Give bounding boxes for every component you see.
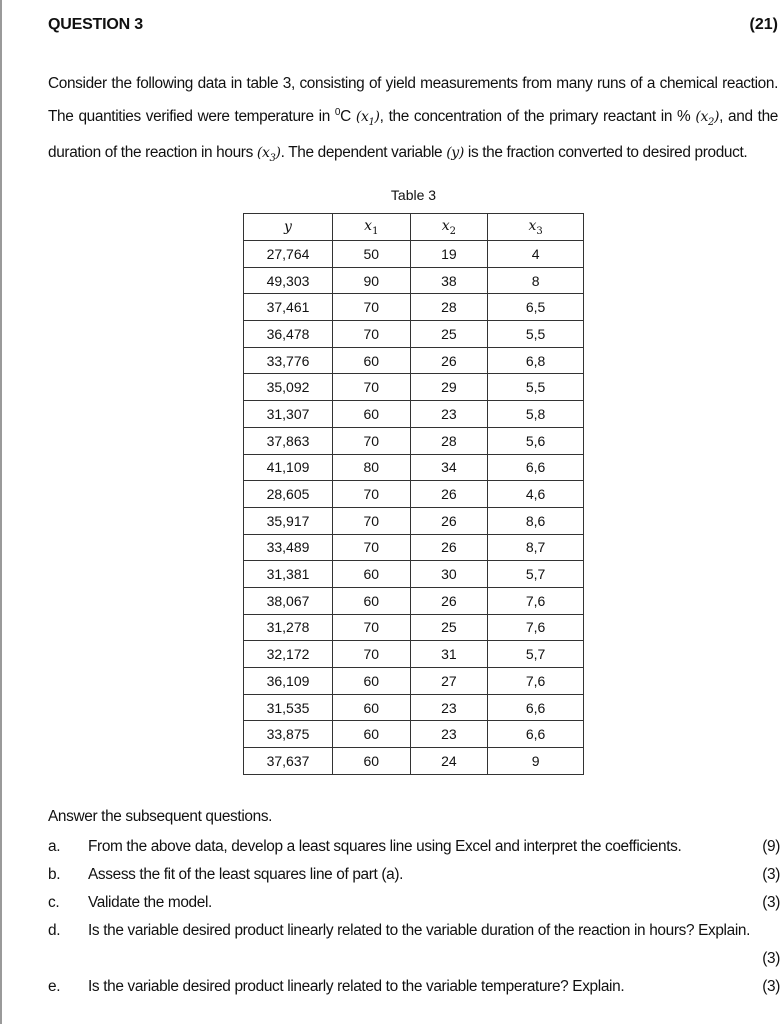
header-x2: $x_2$ bbox=[410, 214, 488, 241]
sub-question-text: Is the variable desired product linearly related to the variable duration of the reaction in hours? Explain. bbox=[88, 922, 751, 939]
sub-question-text: Validate the model. bbox=[88, 894, 212, 911]
cell-x1: 60 bbox=[333, 561, 411, 588]
question-intro: Consider the following data in table 3, consisting of yield measurements from many runs of a chemical reaction. The quantities verified were temperature in $^0$C $(x_1)$, the concentration of the primary reactant in % $(x_2)$, and the duration of the reaction in hours $(x_3)$. The dependent variable (y) is the fraction converted to desired product. bbox=[48, 75, 778, 164]
cell-x2: 34 bbox=[410, 454, 488, 481]
answers-lead: Answer the subsequent questions. bbox=[48, 808, 273, 825]
cell-x1: 60 bbox=[333, 347, 411, 374]
data-table bbox=[243, 213, 584, 775]
table-row bbox=[244, 427, 584, 454]
cell-x2: 28 bbox=[410, 427, 488, 454]
sub-question-c bbox=[48, 889, 780, 917]
cell-x3: 5,5 bbox=[488, 321, 584, 348]
cell-x3: 5,8 bbox=[488, 401, 584, 428]
cell-y: 49,303 bbox=[244, 267, 333, 294]
cell-x1: 70 bbox=[333, 614, 411, 641]
cell-x1: 60 bbox=[333, 694, 411, 721]
cell-y: 33,875 bbox=[244, 721, 333, 748]
table-row bbox=[244, 534, 584, 561]
cell-x3: 5,7 bbox=[488, 561, 584, 588]
cell-y: 35,092 bbox=[244, 374, 333, 401]
cell-y: 33,776 bbox=[244, 347, 333, 374]
cell-y: 32,172 bbox=[244, 641, 333, 668]
cell-y: 37,461 bbox=[244, 294, 333, 321]
table-row bbox=[244, 694, 584, 721]
sub-question-marks: (3) bbox=[762, 950, 780, 967]
cell-x3: 6,6 bbox=[488, 454, 584, 481]
cell-x3: 9 bbox=[488, 748, 584, 775]
cell-x1: 60 bbox=[333, 721, 411, 748]
cell-x1: 60 bbox=[333, 401, 411, 428]
table-row bbox=[244, 587, 584, 614]
sub-question-marks: (3) bbox=[762, 978, 780, 995]
table-row bbox=[244, 347, 584, 374]
cell-x3: 4,6 bbox=[488, 481, 584, 508]
cell-x2: 19 bbox=[410, 241, 488, 268]
question-total-marks: (21) bbox=[749, 16, 778, 33]
table-row bbox=[244, 401, 584, 428]
table-row bbox=[244, 614, 584, 641]
table-row bbox=[244, 454, 584, 481]
cell-x3: 6,6 bbox=[488, 721, 584, 748]
cell-y: 36,478 bbox=[244, 321, 333, 348]
sub-question-d bbox=[48, 917, 780, 973]
table-row bbox=[244, 721, 584, 748]
cell-x2: 23 bbox=[410, 694, 488, 721]
cell-x2: 26 bbox=[410, 481, 488, 508]
cell-x3: 6,6 bbox=[488, 694, 584, 721]
table-row bbox=[244, 481, 584, 508]
table-row bbox=[244, 321, 584, 348]
cell-x2: 31 bbox=[410, 641, 488, 668]
sub-question-e bbox=[48, 973, 780, 1001]
cell-x2: 23 bbox=[410, 401, 488, 428]
cell-x3: 7,6 bbox=[488, 668, 584, 695]
header-y: y bbox=[244, 214, 333, 241]
cell-x3: 8,7 bbox=[488, 534, 584, 561]
table-row bbox=[244, 748, 584, 775]
cell-x1: 80 bbox=[333, 454, 411, 481]
cell-y: 37,863 bbox=[244, 427, 333, 454]
sub-question-b bbox=[48, 861, 780, 889]
cell-x1: 70 bbox=[333, 374, 411, 401]
cell-x3: 5,5 bbox=[488, 374, 584, 401]
table-row bbox=[244, 561, 584, 588]
cell-x2: 38 bbox=[410, 267, 488, 294]
cell-x3: 5,6 bbox=[488, 427, 584, 454]
cell-x1: 70 bbox=[333, 294, 411, 321]
cell-x2: 30 bbox=[410, 561, 488, 588]
cell-x1: 70 bbox=[333, 321, 411, 348]
table-row bbox=[244, 374, 584, 401]
cell-x2: 25 bbox=[410, 321, 488, 348]
cell-x1: 50 bbox=[333, 241, 411, 268]
cell-x2: 24 bbox=[410, 748, 488, 775]
table-caption: Table 3 bbox=[390, 187, 437, 203]
cell-y: 31,278 bbox=[244, 614, 333, 641]
cell-x1: 70 bbox=[333, 507, 411, 534]
header-x3: $x_3$ bbox=[488, 214, 584, 241]
sub-question-marks: (9) bbox=[762, 838, 780, 855]
cell-y: 33,489 bbox=[244, 534, 333, 561]
sub-question-letter: e. bbox=[48, 978, 61, 995]
sub-question-text: Assess the fit of the least squares line of part (a). bbox=[88, 866, 404, 883]
table-row bbox=[244, 668, 584, 695]
cell-x2: 28 bbox=[410, 294, 488, 321]
sub-question-list bbox=[48, 833, 780, 1001]
cell-x2: 23 bbox=[410, 721, 488, 748]
table-row bbox=[244, 267, 584, 294]
cell-x3: 4 bbox=[488, 241, 584, 268]
cell-y: 41,109 bbox=[244, 454, 333, 481]
cell-x1: 60 bbox=[333, 668, 411, 695]
cell-x2: 26 bbox=[410, 507, 488, 534]
sub-question-marks: (3) bbox=[762, 866, 780, 883]
cell-y: 31,381 bbox=[244, 561, 333, 588]
page-left-border bbox=[0, 0, 2, 1024]
cell-x1: 70 bbox=[333, 534, 411, 561]
cell-x3: 8,6 bbox=[488, 507, 584, 534]
table-row bbox=[244, 507, 584, 534]
table-header-row bbox=[244, 214, 584, 241]
cell-y: 36,109 bbox=[244, 668, 333, 695]
sub-question-letter: b. bbox=[48, 866, 61, 883]
sub-question-marks: (3) bbox=[762, 894, 780, 911]
cell-x2: 27 bbox=[410, 668, 488, 695]
cell-x2: 25 bbox=[410, 614, 488, 641]
sub-question-text: From the above data, develop a least squares line using Excel and interpret the coefficients. bbox=[88, 838, 682, 855]
cell-x2: 26 bbox=[410, 534, 488, 561]
cell-x3: 7,6 bbox=[488, 587, 584, 614]
cell-x3: 6,5 bbox=[488, 294, 584, 321]
cell-x3: 6,8 bbox=[488, 347, 584, 374]
sub-question-letter: a. bbox=[48, 838, 61, 855]
cell-y: 31,307 bbox=[244, 401, 333, 428]
cell-y: 38,067 bbox=[244, 587, 333, 614]
cell-x1: 90 bbox=[333, 267, 411, 294]
header-x1: $x_1$ bbox=[333, 214, 411, 241]
sub-question-letter: c. bbox=[48, 894, 60, 911]
cell-x1: 70 bbox=[333, 641, 411, 668]
cell-y: 37,637 bbox=[244, 748, 333, 775]
cell-x1: 60 bbox=[333, 587, 411, 614]
cell-x2: 29 bbox=[410, 374, 488, 401]
cell-y: 27,764 bbox=[244, 241, 333, 268]
table-row bbox=[244, 294, 584, 321]
cell-y: 31,535 bbox=[244, 694, 333, 721]
cell-x1: 70 bbox=[333, 481, 411, 508]
cell-x1: 60 bbox=[333, 748, 411, 775]
cell-x2: 26 bbox=[410, 587, 488, 614]
cell-x3: 5,7 bbox=[488, 641, 584, 668]
sub-question-a bbox=[48, 833, 780, 861]
sub-question-text: Is the variable desired product linearly related to the variable temperature? Explain. bbox=[88, 978, 625, 995]
table-row bbox=[244, 241, 584, 268]
cell-y: 35,917 bbox=[244, 507, 333, 534]
cell-x3: 8 bbox=[488, 267, 584, 294]
cell-x3: 7,6 bbox=[488, 614, 584, 641]
question-title: QUESTION 3 bbox=[48, 16, 143, 33]
cell-x2: 26 bbox=[410, 347, 488, 374]
sub-question-letter: d. bbox=[48, 922, 61, 939]
cell-x1: 70 bbox=[333, 427, 411, 454]
cell-y: 28,605 bbox=[244, 481, 333, 508]
table-row bbox=[244, 641, 584, 668]
